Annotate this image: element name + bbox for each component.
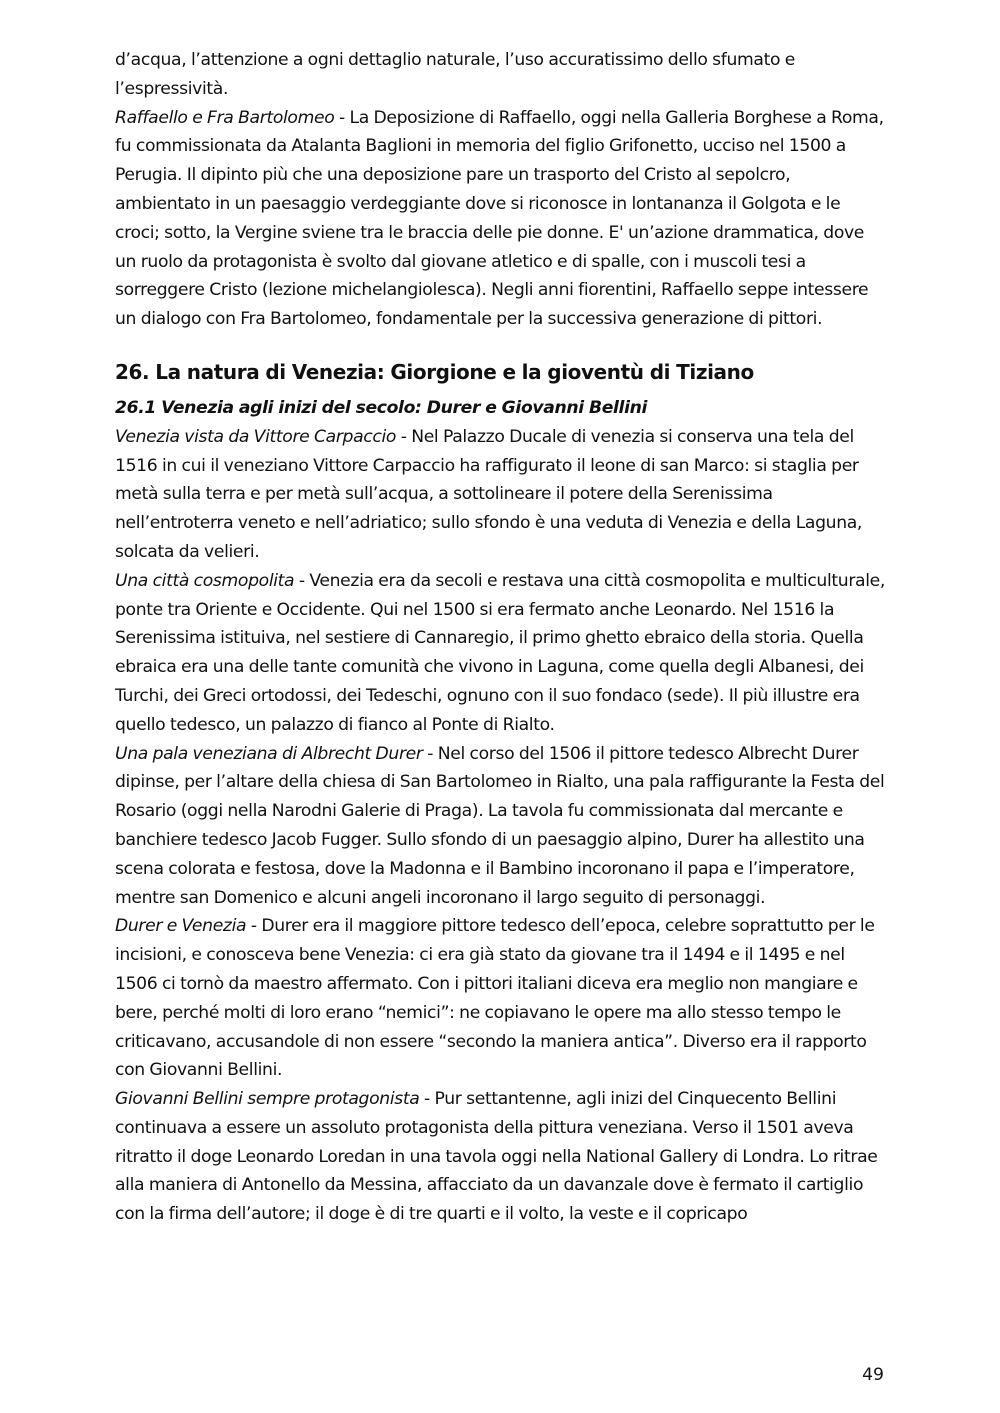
paragraph-lead: Una città cosmopolita (115, 570, 295, 591)
paragraph-separator: - (334, 107, 350, 128)
paragraph-separator: - (396, 426, 412, 447)
paragraph-text: Nel Palazzo Ducale di venezia si conserva una tela del 1516 in cui il veneziano Vittore Carpaccio ha raffigurato il leone di san Marco: si staglia per metà sulla terra e per metà sull’acqua, a sottolineare il potere della Serenissima nell’entroterra veneto e nell’adriatico; sullo sfondo è una veduta di Venezia e della Laguna, solcata da velieri. (115, 426, 863, 562)
paragraph-lead: Venezia vista da Vittore Carpaccio (115, 426, 397, 447)
paragraph-text: Nel corso del 1506 il pittore tedesco Albrecht Durer dipinse, per l’altare della chiesa di San Bartolomeo in Rialto, una pala raffigurante la Festa del Rosario (oggi nella Narodni Galerie di Praga). La tavola fu commissionata dal mercante e banchiere tedesco Jacob Fugger. Sullo sfondo di un paesaggio alpino, Durer ha allestito una scena colorata e festosa, dove la Madonna e il Bambino incoronano il papa e l’imperatore, mentre san Domenico e alcuni angeli incoronano il largo seguito di personaggi. (115, 743, 885, 908)
paragraph-section-2 (115, 740, 887, 913)
subsection-title: 26.1 Venezia agli inizi del secolo: Durer e Giovanni Bellini (115, 397, 648, 418)
paragraph-separator: - (246, 916, 262, 937)
paragraph-top-0 (115, 46, 887, 104)
paragraph-top-1 (115, 104, 887, 334)
paragraph-separator: - (294, 570, 310, 591)
paragraph-lead: Raffaello e Fra Bartolomeo (115, 107, 335, 128)
paragraph-lead: Giovanni Bellini sempre protagonista (115, 1089, 420, 1110)
paragraph-text: La Deposizione di Raffaello, oggi nella Galleria Borghese a Roma, fu commissionata da Atalanta Baglioni in memoria del figlio Grifonetto, ucciso nel 1500 a Perugia. Il dipinto più che una deposizione pare un trasporto del Cristo al sepolcro, ambientato in un paesaggio verdeggiante dove si riconosce in lontananza il Golgota e le croci; sotto, la Vergine sviene tra le braccia delle pie donne. E' un’azione drammatica, dove un ruolo da protagonista è svolto dal giovane atletico e di spalle, con i muscoli tesi a sorreggere Cristo (lezione michelangiolesca). Negli anni fiorentini, Raffaello seppe intessere un dialogo con Fra Bartolomeo, fondamentale per la successiva generazione di pittori. (115, 107, 884, 330)
paragraph-section-4 (115, 1085, 887, 1229)
paragraph-text: d’acqua, l’attenzione a ogni dettaglio naturale, l’uso accuratissimo dello sfumato e l’espressività. (115, 50, 795, 99)
paragraph-lead: Una pala veneziana di Albrecht Durer (115, 743, 423, 764)
section-title: 26. La natura di Venezia: Giorgione e la gioventù di Tiziano (115, 359, 754, 384)
paragraph-section-1 (115, 567, 887, 740)
paragraph-lead: Durer e Venezia (115, 916, 247, 937)
page-body (115, 46, 887, 1229)
paragraph-section-0 (115, 423, 887, 567)
paragraph-section-3 (115, 912, 887, 1085)
paragraph-separator: - (422, 743, 438, 764)
paragraph-text: Pur settantenne, agli inizi del Cinquecento Bellini continuava a essere un assoluto protagonista della pittura veneziana. Verso il 1501 aveva ritratto il doge Leonardo Loredan in una tavola oggi nella National Gallery di Londra. Lo ritrae alla maniera di Antonello da Messina, affacciato da un davanzale dove è fermato il cartiglio con la firma dell’autore; il doge è di tre quarti e il volto, la veste e il copricapo (115, 1089, 878, 1225)
paragraph-text: Venezia era da secoli e restava una città cosmopolita e multiculturale, ponte tra Oriente e Occidente. Qui nel 1500 si era fermato anche Leonardo. Nel 1516 la Serenissima istituiva, nel sestiere di Cannaregio, il primo ghetto ebraico della storia. Quella ebraica era una delle tante comunità che vivono in Laguna, come quella degli Albanesi, dei Turchi, dei Greci ortodossi, dei Tedeschi, ognuno con il suo fondaco (sede). Il più illustre era quello tedesco, un palazzo di fianco al Ponte di Rialto. (115, 570, 885, 735)
page-number: 49 (862, 1365, 884, 1385)
paragraph-text: Durer era il maggiore pittore tedesco dell’epoca, celebre soprattutto per le incisioni, e conosceva bene Venezia: ci era già stato da giovane tra il 1494 e il 1495 e nel 1506 ci tornò da maestro affermato. Con i pittori italiani diceva era meglio non mangiare e bere, perché molti di loro erano “nemici”: ne copiavano le opere ma allo stesso tempo le criticavano, accusandole di non essere “secondo la maniera antica”. Diverso era il rapporto con Giovanni Bellini. (115, 916, 875, 1081)
paragraph-separator: - (419, 1089, 435, 1110)
